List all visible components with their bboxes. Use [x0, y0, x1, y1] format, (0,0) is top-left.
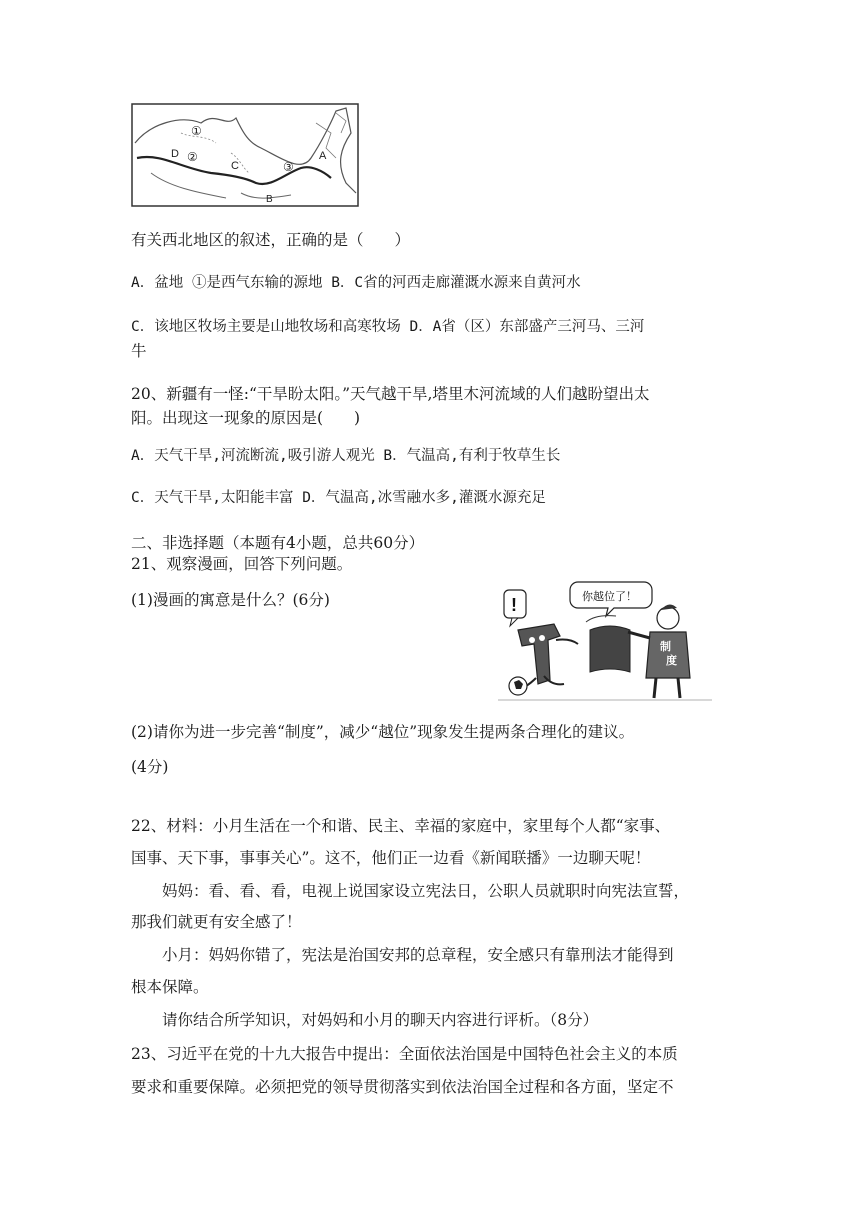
q20-stem-line2: 阳。出现这一现象的原因是( ): [131, 409, 361, 427]
q23-line2: 要求和重要保障。必须把党的领导贯彻落实到依法治国全过程和各方面，坚定不: [131, 1078, 674, 1096]
q22-line6: 根本保障。: [131, 978, 209, 996]
q21-sub1: (1)漫画的寓意是什么？(6分): [131, 591, 330, 609]
q22-line1: 22、材料：小月生活在一个和谐、民主、幸福的家庭中，家里每个人都“家事、: [131, 817, 671, 835]
map-label-1: ①: [191, 124, 202, 138]
q21-sub2-line2: (4分): [131, 758, 169, 776]
q22-line3: 妈妈：看、看、看，电视上说国家设立宪法日，公职人员就职时向宪法宣誓，: [162, 882, 690, 900]
q19-options-cd-line2: 牛: [131, 342, 147, 360]
q22-line7: 请你结合所学知识，对妈妈和小月的聊天内容进行评析。（8分）: [162, 1011, 599, 1029]
map-label-d: D: [171, 148, 179, 160]
q20-options-ab: A．天气干旱,河流断流,吸引游人观光 B．气温高,有利于牧草生长: [131, 448, 561, 464]
map-label-b: B: [266, 194, 273, 205]
q22-line5: 小月：妈妈你错了，宪法是治国安邦的总章程，安全感只有靠刑法才能得到: [162, 946, 674, 964]
q20-stem-line1: 20、新疆有一怪:“干旱盼太阳。”天气越干旱,塔里木河流域的人们越盼望出太: [131, 385, 650, 403]
q19-stem: 有关西北地区的叙述，正确的是（ ）: [131, 231, 411, 249]
map-label-3: ③: [283, 160, 294, 174]
cartoon-bubble-text: 你越位了！: [582, 591, 637, 603]
cartoon-shirt-char2: 度: [666, 655, 677, 667]
q23-line1: 23、习近平在党的十九大报告中提出：全面依法治国是中国特色社会主义的本质: [131, 1045, 678, 1063]
q22-line4: 那我们就更有安全感了！: [131, 913, 302, 931]
offside-cartoon-figure: [498, 578, 712, 704]
section2-heading: 二、非选择题（本题有4小题，总共60分）: [131, 534, 425, 552]
q19-options-cd-line1: C．该地区牧场主要是山地牧场和高寒牧场 D．A省（区）东部盛产三河马、三河: [131, 319, 645, 335]
map-label-a: A: [319, 150, 327, 162]
q19-options-ab: A．盆地 ①是西气东输的源地 B．C省的河西走廊灌溉水源来自黄河水: [131, 275, 581, 291]
q21-sub2-line1: (2)请你为进一步完善“制度”，减少“越位”现象发生提两条合理化的建议。: [131, 723, 635, 741]
map-label-c: C: [231, 160, 239, 172]
q21-stem: 21、观察漫画，回答下列问题。: [131, 555, 353, 573]
map-label-2: ②: [187, 150, 198, 164]
northwest-map-figure: [131, 103, 359, 207]
cartoon-shirt-char1: 制: [660, 641, 671, 653]
q20-options-cd: C．天气干旱,太阳能丰富 D．气温高,冰雪融水多,灌溉水源充足: [131, 490, 546, 506]
cartoon-exclaim-text: !: [511, 595, 517, 615]
q22-line2: 国事、天下事，事事关心”。这不，他们正一边看《新闻联播》一边聊天呢！: [131, 849, 651, 867]
